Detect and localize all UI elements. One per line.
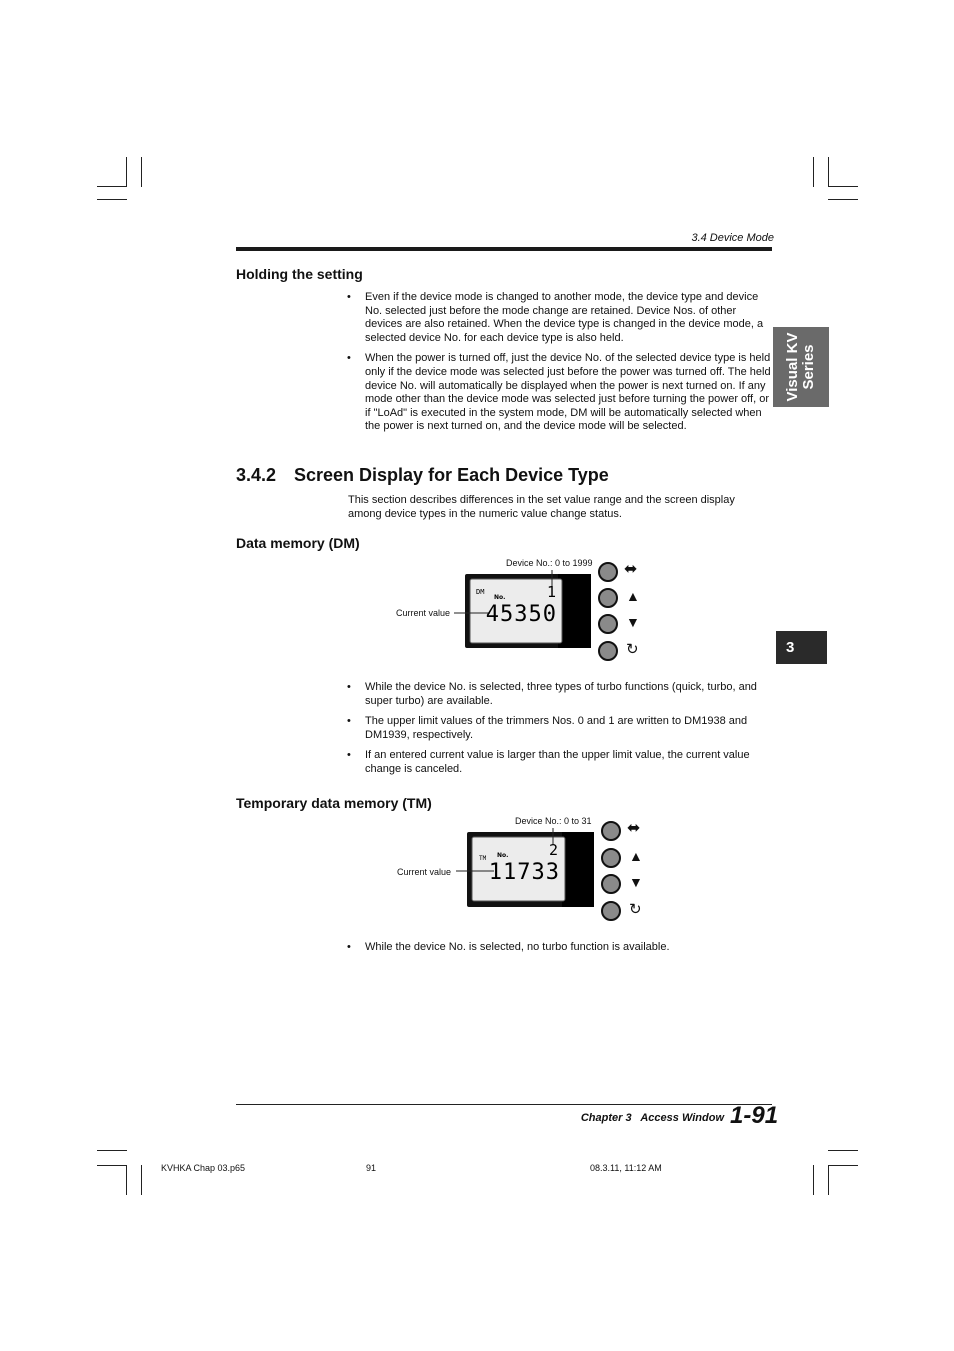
dm-set-button[interactable] xyxy=(598,562,618,582)
tm-display-figure xyxy=(452,823,602,913)
footer-rule xyxy=(236,1104,772,1105)
left-right-arrow-icon: ⬌ xyxy=(627,820,641,837)
up-triangle-icon: ▲ xyxy=(626,588,640,604)
crop-mark xyxy=(828,1165,858,1166)
dm-lcd-device-no: 1 xyxy=(546,583,556,601)
section-number: 3.4.2 xyxy=(236,465,277,485)
down-triangle-icon: ▼ xyxy=(626,614,640,630)
crop-mark xyxy=(141,157,142,187)
list-item: • The upper limit values of the trimmers Nos. 0 and 1 are written to DM1938 and DM1939, respectively. xyxy=(347,715,772,742)
tm-down-button[interactable] xyxy=(601,874,621,894)
dm-heading: Data memory (DM) xyxy=(236,535,360,551)
print-sheet: 91 xyxy=(366,1163,377,1173)
dm-up-button[interactable] xyxy=(598,588,618,608)
crop-mark xyxy=(141,1165,142,1195)
list-item: • While the device No. is selected, no turbo function is available. xyxy=(347,941,772,955)
down-triangle-icon: ▼ xyxy=(629,874,643,890)
crop-mark xyxy=(828,199,858,200)
crop-mark xyxy=(813,1165,814,1195)
side-tab-line1: Visual KV xyxy=(784,332,801,402)
crop-mark xyxy=(828,1165,829,1195)
list-item: • Even if the device mode is changed to another mode, the device type and device No. selected just before the mode change are retained. Device Nos. of other devices are also retained. When the device type is changed in the device mode, a selected device No. for each device type is also held. xyxy=(347,291,772,345)
crop-mark xyxy=(126,1165,127,1195)
footer-chapter: Chapter 3 Access Window xyxy=(580,1112,724,1124)
section-heading xyxy=(236,465,609,486)
crop-mark xyxy=(813,157,814,187)
dm-bullets xyxy=(347,681,772,784)
dm-device-label: Device No.: 0 to 1999 xyxy=(506,558,593,568)
chapter-tab-number: 3 xyxy=(786,639,795,656)
up-triangle-icon: ▲ xyxy=(629,848,643,864)
tm-lcd-no: No. xyxy=(497,852,509,859)
crop-mark xyxy=(828,1150,858,1151)
tm-mode-button[interactable] xyxy=(601,901,621,921)
dm-lcd-type: DM xyxy=(476,588,485,596)
crop-mark xyxy=(126,157,127,187)
section-title: Screen Display for Each Device Type xyxy=(294,465,609,485)
crop-mark xyxy=(828,157,829,187)
dm-lcd-value: 45350 xyxy=(485,602,557,627)
dm-current-label: Current value xyxy=(396,608,451,618)
chapter-tab xyxy=(776,631,827,664)
list-item: • While the device No. is selected, three types of turbo functions (quick, turbo, and super turbo) are available. xyxy=(347,681,772,708)
print-timestamp: 08.3.11, 11:12 AM xyxy=(590,1163,662,1173)
tm-bullets xyxy=(347,941,772,962)
tm-heading: Temporary data memory (TM) xyxy=(236,795,432,811)
dm-mode-button[interactable] xyxy=(598,641,618,661)
tm-lcd-device-no: 2 xyxy=(548,841,558,859)
tm-set-button[interactable] xyxy=(601,821,621,841)
side-tab xyxy=(773,327,829,407)
list-item: • When the power is turned off, just the device No. of the selected device type is held only if the device mode was selected just before the power was turned off. The held device No. will automatically be displayed when the power is next turned on. If any mode other than the device mode was selected just before turning the power off, or if "LoAd" is executed in the system mode, DM will be automatically selected when the power is next turned on, and the device mode will be selected. xyxy=(347,352,772,434)
crop-mark xyxy=(828,186,858,187)
holding-bullets xyxy=(347,291,772,441)
header-rule xyxy=(236,247,772,251)
list-item: • If an entered current value is larger than the upper limit value, the current value change is canceled. xyxy=(347,749,772,776)
crop-mark xyxy=(97,1150,127,1151)
holding-heading: Holding the setting xyxy=(236,266,363,282)
crop-mark xyxy=(97,186,127,187)
dm-lcd-no: No. xyxy=(494,594,506,601)
running-header: 3.4 Device Mode xyxy=(691,232,774,244)
crop-mark xyxy=(97,1165,127,1166)
dm-down-button[interactable] xyxy=(598,614,618,634)
rotate-icon: ↻ xyxy=(626,641,639,658)
print-file: KVHKA Chap 03.p65 xyxy=(161,1163,246,1173)
side-tab-text xyxy=(773,327,829,407)
crop-mark xyxy=(97,199,127,200)
tm-current-label: Current value xyxy=(397,867,452,877)
section-intro: This section describes differences in the set value range and the screen display among device types in the numeric value change status. xyxy=(348,494,735,520)
left-right-arrow-icon: ⬌ xyxy=(624,561,638,578)
tm-device-label: Device No.: 0 to 31 xyxy=(515,816,592,826)
tm-lcd-type: TM xyxy=(479,855,487,862)
tm-up-button[interactable] xyxy=(601,848,621,868)
side-tab-line2: Series xyxy=(800,344,817,390)
tm-lcd-value: 11733 xyxy=(488,860,560,885)
dm-display-figure xyxy=(450,565,600,655)
page-number: 1-91 xyxy=(730,1102,779,1129)
rotate-icon: ↻ xyxy=(629,901,642,918)
